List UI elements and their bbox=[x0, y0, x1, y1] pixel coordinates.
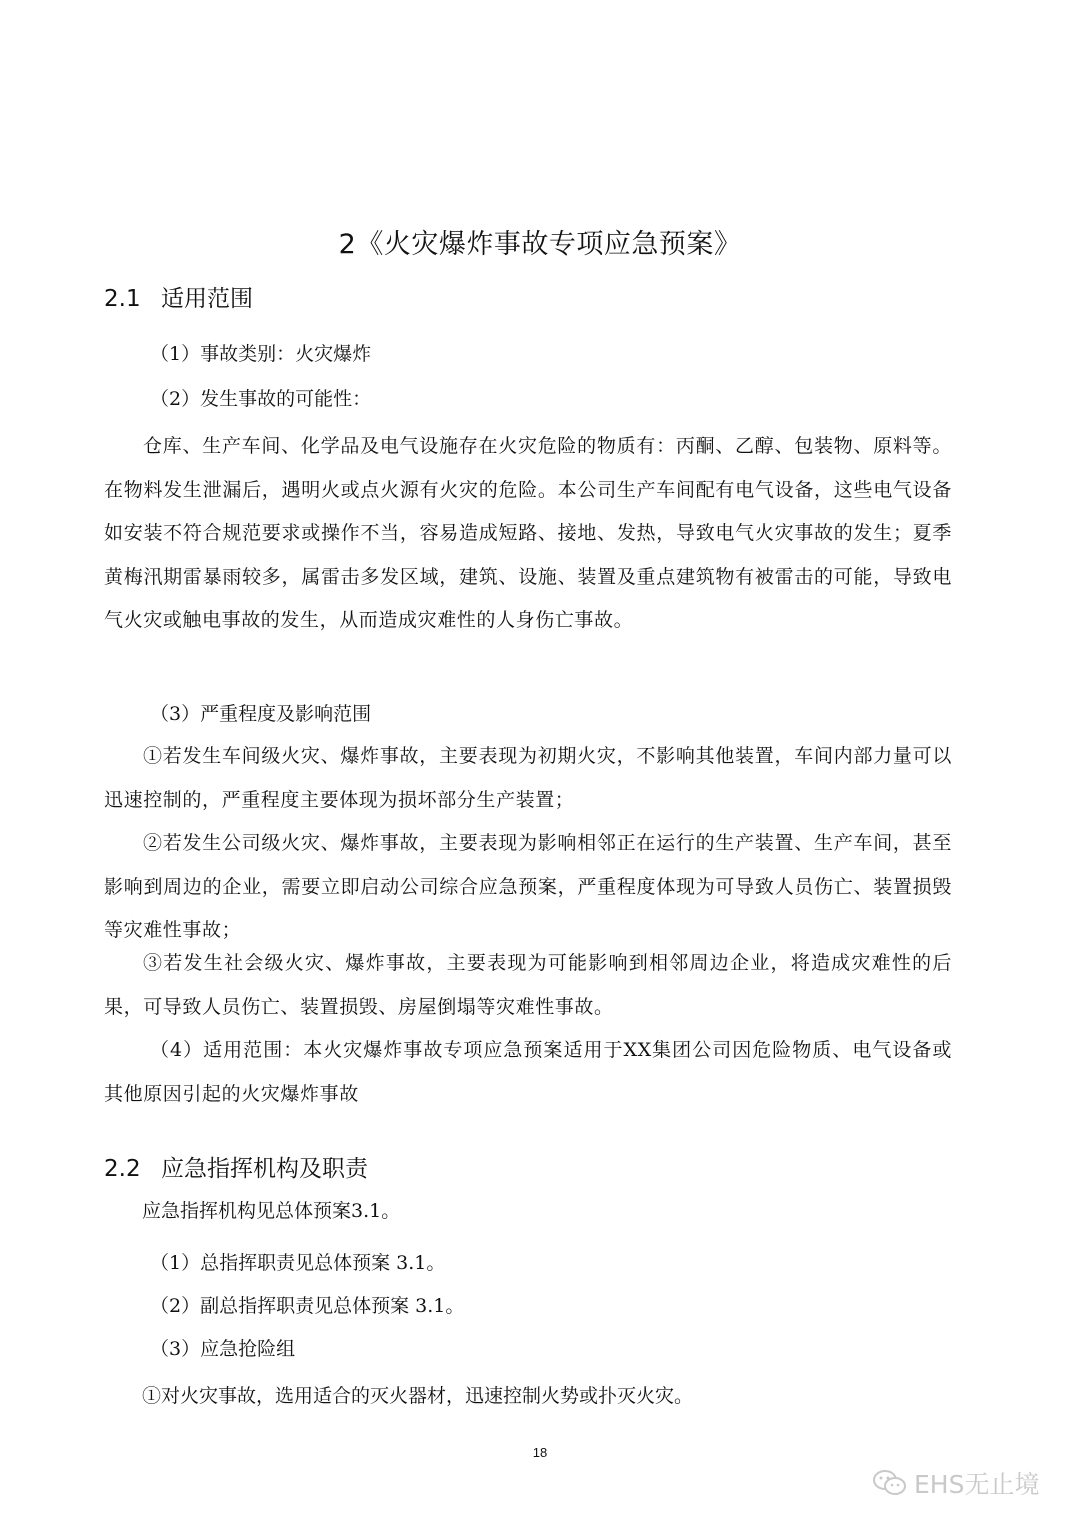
severity-workshop: ①若发生车间级火灾、爆炸事故，主要表现为初期火灾，不影响其他装置，车间内部力量可以迅速控制的，严重程度主要体现为损坏部分生产装置； bbox=[104, 745, 952, 811]
possibility-paragraph: 仓库、生产车间、化学品及电气设施存在火灾危险的物质有：丙酮、乙醇、包装物、原料等。在物料发生泄漏后，遇明火或点火源有火灾的危险。本公司生产车间配有电气设备，这些电气设备如安装不符合规范要求或操作不当，容易造成短路、接地、发热，导致电气火灾事故的发生；夏季黄梅汛期雷暴雨较多，属雷击多发区域，建筑、设施、装置及重点建筑物有被雷击的可能，导致电气火灾或触电事故的发生，从而造成灾难性的人身伤亡事故。 bbox=[104, 435, 952, 631]
wechat-icon bbox=[872, 1468, 908, 1498]
item-accident-type: （1）事故类别：火灾爆炸 bbox=[150, 343, 372, 365]
watermark bbox=[872, 1465, 1039, 1501]
item-scope: （4）适用范围：本火灾爆炸事故专项应急预案适用于XX集团公司因危险物质、电气设备或其他原因引起的火灾爆炸事故 bbox=[104, 1039, 952, 1105]
item-rescue-team: （3）应急抢险组 bbox=[150, 1338, 296, 1360]
command-intro: 应急指挥机构见总体预案3.1。 bbox=[142, 1200, 401, 1222]
rescue-duty-1: ①对火灾事故，选用适合的灭火器材，迅速控制火势或扑灭火灾。 bbox=[142, 1385, 694, 1407]
item-deputy-commander: （2）副总指挥职责见总体预案 3.1。 bbox=[150, 1295, 465, 1317]
page-number: 18 bbox=[532, 1445, 548, 1460]
section-title: 适用范围 bbox=[161, 286, 253, 312]
section-number: 2.2 bbox=[104, 1156, 141, 1182]
section-number: 2.1 bbox=[104, 286, 141, 312]
section-title: 应急指挥机构及职责 bbox=[161, 1156, 368, 1182]
section-heading-2-2 bbox=[104, 1150, 368, 1183]
severity-company: ②若发生公司级火灾、爆炸事故，主要表现为影响相邻正在运行的生产装置、生产车间，甚至影响到周边的企业，需要立即启动公司综合应急预案，严重程度体现为可导致人员伤亡、装置损毁等灾难性事故； bbox=[104, 832, 952, 941]
watermark-text: EHS无止境 bbox=[914, 1470, 1040, 1499]
item-severity: （3）严重程度及影响范围 bbox=[150, 703, 372, 725]
item-possibility: （2）发生事故的可能性： bbox=[150, 388, 372, 410]
severity-society: ③若发生社会级火灾、爆炸事故，主要表现为可能影响到相邻周边企业，将造成灾难性的后果，可导致人员伤亡、装置损毁、房屋倒塌等灾难性事故。 bbox=[104, 952, 952, 1018]
item-commander: （1）总指挥职责见总体预案 3.1。 bbox=[150, 1252, 446, 1274]
section-heading-2-1 bbox=[104, 280, 253, 313]
document-title: 2《火灾爆炸事故专项应急预案》 bbox=[338, 229, 742, 260]
